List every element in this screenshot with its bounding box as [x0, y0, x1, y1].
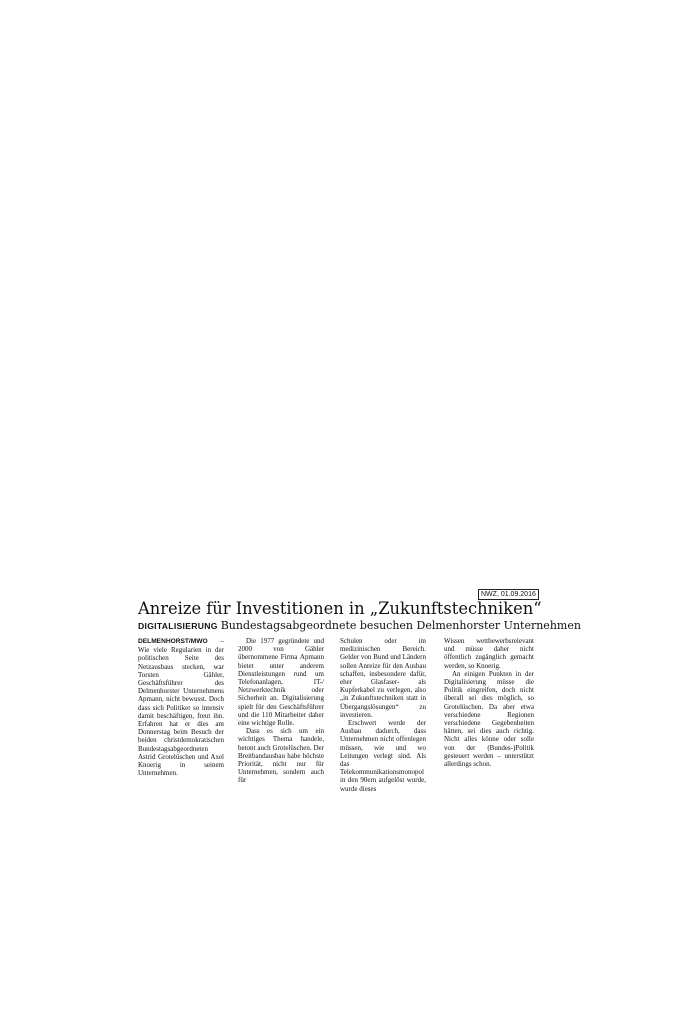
- article-headline: Anreize für Investitionen in „Zukunftstechniken“: [138, 599, 542, 618]
- article-column-1: [138, 637, 224, 777]
- article-paragraph-text: – Wie viele Regularien in der politischen Seite des Netzausbaus stecken, war Torsten Gähler, Geschäftsführer des Delmenhorster Unternehmens Apmann, nicht bewusst. Doch dass sich Politiker so intensiv damit beschäftigen, freut ihn. Erfahren hat er dies am Donnerstag beim Besuch der beiden christdemokratischen Bundestagsabgeordneten Astrid Grotelüschen und Axel Knoerig in seinem Unternehmen.: [138, 637, 224, 778]
- article-dateline: DELMENHORST/MWO: [138, 638, 208, 645]
- article-paragraph: Die 1977 gegründete und 2000 von Gähler übernommene Firma Apmann bietet unter anderem Dienstleistungen rund um Telefonanlagen, IT-/ Netzwerktechnik oder Sicherheit an. Digitalisierung spielt für den Geschäftsführer und die 110 Mitarbeiter daher eine wichtige Rolle.: [238, 637, 324, 728]
- topic-kicker: DIGITALISIERUNG: [138, 621, 218, 631]
- article-paragraph: Erschwert werde der Ausbau dadurch, dass Unternehmen nicht offenlegen müssen, wie und wo Leitungen verlegt sind. Als das Telekommunikationsmonopol in den 90ern aufgelöst wurde, wurde dieses: [340, 719, 426, 793]
- article-paragraph: An einigen Punkten in der Digitalisierung müsse die Politik eingreifen, doch nicht überall sei dies möglich, so Grotelüschen. Da aber etwa verschiedene Regionen verschiedene Gegebenheiten hätten, sei dies auch richtig. Nicht alles könne oder solle von der (Bundes-)Politik gesteuert werden – unterstützt allerdings schon.: [444, 669, 534, 769]
- article-column-4: [444, 637, 534, 768]
- source-date-stamp: NWZ, 01.09.2016: [478, 589, 539, 600]
- article-paragraph: Schulen oder im medizinischen Bereich. Gelder von Bund und Ländern sollen Anreize für den Ausbau schaffen, insbesondere dafür, eher Glasfaser- als Kupferkabel zu verlegen, also „in Zukunftstechniken statt in Übergangslösungen“ zu investieren.: [340, 637, 426, 719]
- article-paragraph: [138, 637, 224, 777]
- article-deck: Bundestagsabgeordnete besuchen Delmenhorster Unternehmen: [220, 619, 581, 632]
- article-column-3: [340, 637, 426, 793]
- article-paragraph: Dass es sich um ein wichtiges Thema handele, betont auch Grotelüschen. Der Breitbandausbau habe höchste Priorität, nicht nur für Unternehmen, sondern auch für: [238, 727, 324, 785]
- article-column-2: [238, 637, 324, 785]
- article-paragraph: Wissen wettbewerbsrelevant und müsse daher nicht öffentlich zugänglich gemacht werden, so Knoerig.: [444, 637, 534, 670]
- article-subheadline: [138, 619, 581, 633]
